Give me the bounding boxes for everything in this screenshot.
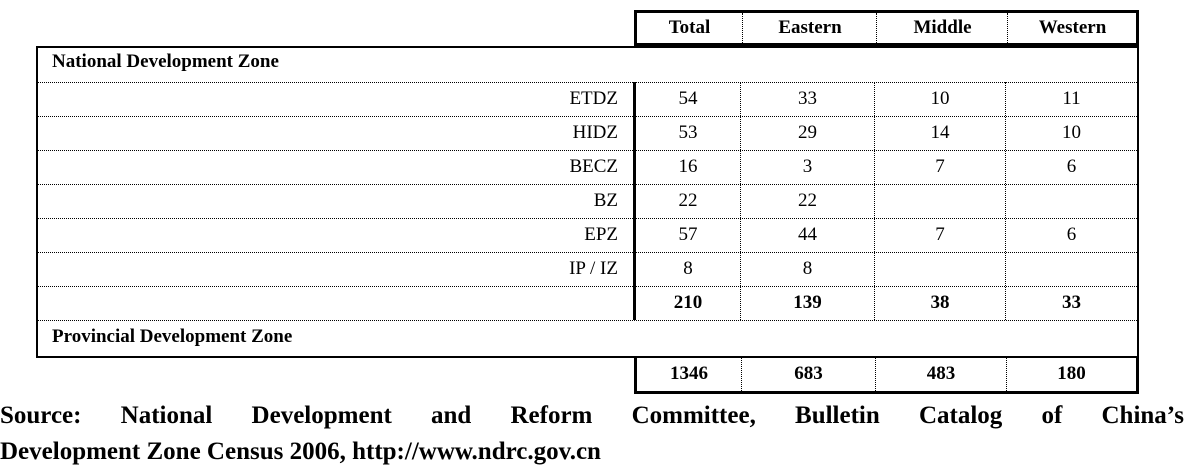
- source-word: Reform: [510, 402, 593, 429]
- column-header-western: Western: [1038, 17, 1107, 38]
- source-word: Committee,: [631, 402, 756, 429]
- cell-eastern: 44: [798, 224, 817, 245]
- row-label-becz: BECZ: [569, 156, 618, 177]
- cell-western: 6: [1066, 224, 1077, 245]
- header-divider: [876, 13, 877, 43]
- cell-western: 6: [1066, 156, 1077, 177]
- cell-eastern: 33: [798, 88, 817, 109]
- source-word: Bulletin: [795, 402, 880, 429]
- cell-middle: 10: [930, 88, 950, 109]
- cell-total: 16: [678, 156, 698, 177]
- cell-total: 22: [678, 190, 698, 211]
- provincial-western: 180: [1057, 363, 1086, 384]
- cell-total: 54: [678, 88, 698, 109]
- row-label-epz: EPZ: [584, 224, 618, 245]
- provincial-eastern: 683: [794, 363, 823, 384]
- header-divider: [742, 13, 743, 43]
- row-divider: [38, 320, 1137, 321]
- cell-eastern: 8: [802, 258, 813, 279]
- source-word: Development: [251, 402, 392, 429]
- source-note: [0, 398, 1184, 470]
- column-header-total: Total: [668, 17, 711, 38]
- provincial-total: 1346: [670, 363, 708, 384]
- cell-western: 11: [1062, 88, 1081, 109]
- column-divider: [875, 358, 876, 391]
- source-word: Catalog: [918, 402, 1003, 429]
- row-label-bz: BZ: [593, 190, 618, 211]
- source-line-1: [0, 398, 1184, 434]
- cell-total: 53: [678, 122, 698, 143]
- column-header-middle: Middle: [913, 17, 972, 38]
- cell-middle: 7: [935, 224, 945, 245]
- provincial-total-row: [634, 356, 1139, 394]
- subtotal-total: 210: [673, 292, 703, 313]
- column-divider: [1006, 358, 1007, 391]
- provincial-middle: 483: [926, 363, 956, 384]
- source-line-2: Development Zone Census 2006, http://www.ndrc.gov.cn: [0, 438, 601, 465]
- cell-eastern: 29: [798, 122, 817, 143]
- section-title-national: National Development Zone: [52, 51, 279, 72]
- source-word: National: [120, 402, 213, 429]
- cell-eastern: 22: [798, 190, 817, 211]
- row-label-etdz: ETDZ: [569, 88, 618, 109]
- subtotal-eastern: 139: [793, 292, 822, 313]
- table-header-row: [634, 10, 1139, 46]
- source-word: and: [430, 402, 472, 429]
- row-label-hidz: HIDZ: [572, 122, 618, 143]
- source-word: of: [1041, 402, 1063, 429]
- section-title-provincial: Provincial Development Zone: [52, 326, 293, 347]
- cell-middle: 7: [935, 156, 945, 177]
- source-word: China’s: [1101, 402, 1184, 429]
- cell-total: 8: [683, 258, 693, 279]
- column-header-eastern: Eastern: [778, 17, 842, 38]
- cell-eastern: 3: [802, 156, 813, 177]
- header-divider: [1007, 13, 1008, 43]
- subtotal-western: 33: [1062, 292, 1081, 313]
- cell-western: 10: [1062, 122, 1081, 143]
- source-word: Source:: [0, 402, 82, 429]
- column-divider: [741, 358, 742, 391]
- cell-total: 57: [678, 224, 698, 245]
- row-label-ip-iz: IP / IZ: [569, 258, 618, 279]
- cell-middle: 14: [930, 122, 950, 143]
- subtotal-middle: 38: [930, 292, 950, 313]
- row-divider: [38, 184, 1137, 185]
